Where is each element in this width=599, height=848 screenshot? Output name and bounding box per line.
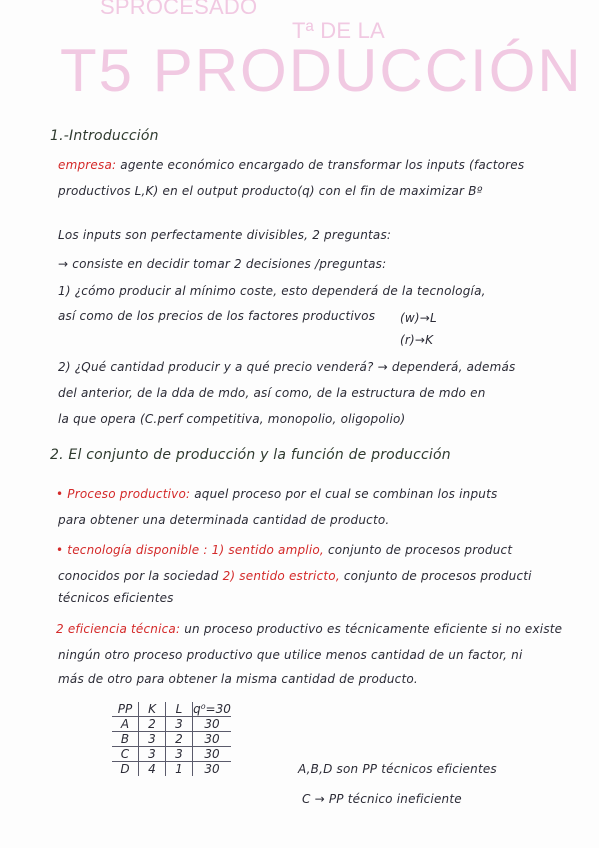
table-cell: A xyxy=(112,717,139,732)
table-header-cell: L xyxy=(166,702,193,717)
question-2-line-2: del anterior, de la dda de mdo, así como, de la estructura de mdo en xyxy=(58,386,486,400)
header-subtitle: Tª DE LA xyxy=(292,18,385,43)
empresa-definition-1: agente económico encargado de transformar los inputs (factores xyxy=(120,158,525,172)
table-cell: 3 xyxy=(166,747,193,762)
factor-price-r: (r)→K xyxy=(400,333,434,347)
question-2-line-3: la que opera (C.perf competitiva, monopolio, oligopolio) xyxy=(58,412,406,426)
proceso-label: • Proceso productivo: xyxy=(56,487,191,501)
question-1-line-1: 1) ¿cómo producir al mínimo coste, esto dependerá de la tecnología, xyxy=(58,284,486,298)
empresa-line-1 xyxy=(58,158,524,172)
table-cell: 4 xyxy=(139,762,166,777)
question-1-line-2: así como de los precios de los factores productivos xyxy=(58,309,376,323)
table-cell: 1 xyxy=(166,762,193,777)
table-cell: 30 xyxy=(193,717,232,732)
table-row xyxy=(112,762,231,777)
empresa-label: empresa: xyxy=(58,158,117,172)
empresa-line-2: productivos L,K) en el output producto(q) con el fin de maximizar Bº xyxy=(58,184,483,198)
efficiency-table xyxy=(112,702,231,776)
table-cell: 30 xyxy=(193,732,232,747)
eficiencia-line-1 xyxy=(56,622,562,636)
table-row xyxy=(112,732,231,747)
tecnologia-label: • tecnología disponible : xyxy=(56,543,208,557)
factor-price-w: (w)→L xyxy=(400,311,437,325)
table-cell: 3 xyxy=(139,732,166,747)
table-cell: C xyxy=(112,747,139,762)
table-cell: D xyxy=(112,762,139,777)
proceso-definition-1: aquel proceso por el cual se combinan los inputs xyxy=(194,487,498,501)
sentido-amplio-label: 1) sentido amplio, xyxy=(211,543,324,557)
proceso-line-2: para obtener una determinada cantidad de producto. xyxy=(58,513,390,527)
table-cell: 30 xyxy=(193,747,232,762)
eficiencia-line-3: más de otro para obtener la misma cantidad de producto. xyxy=(58,672,418,686)
table-header-cell: PP xyxy=(112,702,139,717)
table-header-cell: K xyxy=(139,702,166,717)
table-header-row xyxy=(112,702,231,717)
tecnologia-definition-2a: conocidos por la sociedad xyxy=(58,569,219,583)
tecnologia-definition-2b: conjunto de procesos producti xyxy=(343,569,532,583)
table-row xyxy=(112,747,231,762)
header-top-faded: SPROCESADO xyxy=(100,0,258,19)
inputs-line: Los inputs son perfectamente divisibles, 2 preguntas: xyxy=(58,228,392,242)
conclusion-efficient: A,B,D son PP técnicos eficientes xyxy=(298,762,497,776)
section-heading-introduccion: 1.-Introducción xyxy=(50,128,159,144)
table-cell: 2 xyxy=(139,717,166,732)
sentido-estricto-label: 2) sentido estricto, xyxy=(222,569,340,583)
page-title: T5 PRODUCCIÓN xyxy=(60,37,583,104)
proceso-line-1 xyxy=(56,487,497,501)
table-cell: 2 xyxy=(166,732,193,747)
question-2-line-1: 2) ¿Qué cantidad producir y a qué precio venderá? → dependerá, además xyxy=(58,360,516,374)
tecnologia-line-1 xyxy=(56,543,512,557)
tecnologia-line-2 xyxy=(58,569,532,583)
table-row xyxy=(112,717,231,732)
decisions-line: → consiste en decidir tomar 2 decisiones /preguntas: xyxy=(58,257,387,271)
eficiencia-line-2: ningún otro proceso productivo que utilice menos cantidad de un factor, ni xyxy=(58,648,523,662)
table-header-cell: q⁰=30 xyxy=(193,702,231,716)
eficiencia-label: 2 eficiencia técnica: xyxy=(56,622,181,636)
tecnologia-definition-1: conjunto de procesos product xyxy=(327,543,513,557)
table-cell: B xyxy=(112,732,139,747)
table-cell: 30 xyxy=(193,762,232,777)
eficiencia-definition-1: un proceso productivo es técnicamente eficiente si no existe xyxy=(184,622,563,636)
section-heading-conjunto: 2. El conjunto de producción y la función de producción xyxy=(50,447,451,463)
table-cell: 3 xyxy=(166,717,193,732)
conclusion-inefficient: C → PP técnico ineficiente xyxy=(302,792,462,806)
tecnologia-line-3: técnicos eficientes xyxy=(58,591,174,605)
table-cell: 3 xyxy=(139,747,166,762)
